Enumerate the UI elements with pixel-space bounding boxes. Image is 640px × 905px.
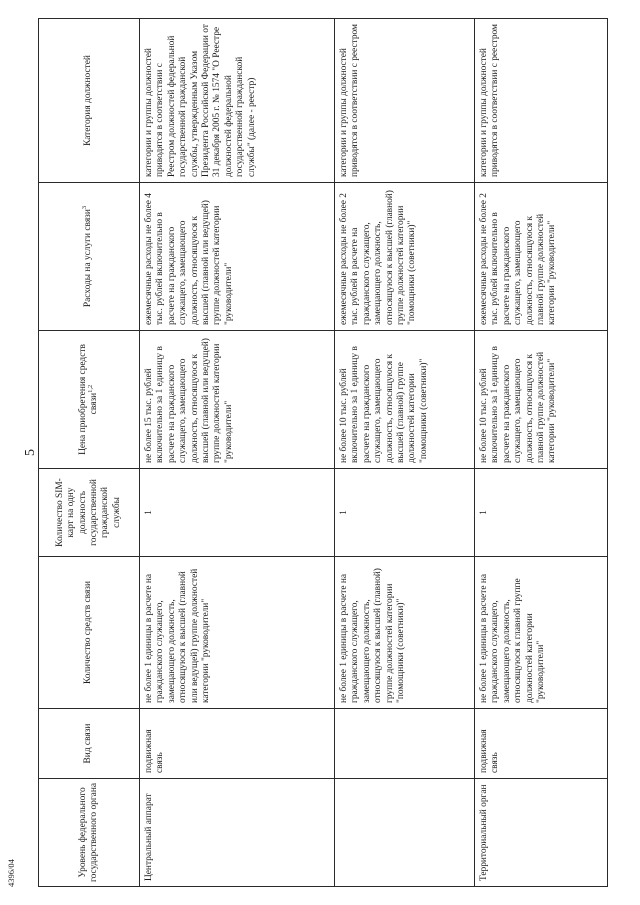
table-row (335, 19, 475, 887)
header-type: Вид связи (39, 709, 140, 779)
cell-sim: 1 (140, 469, 335, 557)
cell-level: Центральный аппарат (140, 779, 335, 887)
cell-services: ежемесячные расходы не более 2 тыс. рублей в расчете на гражданского служащего, замещающего должность, относящуюся к высшей (главной) группе должностей категории "помощники (советники)" (335, 183, 475, 331)
page-number: 5 (23, 449, 38, 456)
cell-services: ежемесячные расходы не более 2 тыс. рублей включительно в расчете на гражданского служащего, замещающего должность, относящуюся к главной группе должностей категории "руководители" (475, 183, 608, 331)
header-price-footnote: 1,2 (86, 384, 94, 393)
cell-type (335, 709, 475, 779)
cell-sim: 1 (335, 469, 475, 557)
cell-type: подвижная связь (140, 709, 335, 779)
cell-level: Территориальный орган (475, 779, 608, 887)
header-price-text: Цена приобретения средств связи (77, 344, 99, 455)
cell-devices: не более 1 единицы в расчете на гражданского служащего, замещающего должность, относящуюся к высшей (главной) группе должностей категории "помощники (советники)" (335, 557, 475, 709)
cell-price: не более 15 тыс. рублей включительно за 1 единицу в расчете на гражданского служащего, замещающего должность, относящуюся к высшей (главной или ведущей) группе должностей категории "руководители" (140, 331, 335, 469)
header-category: Категория должностей (39, 19, 140, 183)
cell-devices: не более 1 единицы в расчете на гражданского служащего, замещающего должность, относящуюся к главной группе должностей категории "руководители" (475, 557, 608, 709)
table-row (140, 19, 335, 887)
header-sim: Количество SIM-карт на одну должность государственной гражданской службы (39, 469, 140, 557)
cell-services: ежемесячные расходы не более 4 тыс. рублей включительно в расчете на гражданского служащего, замещающего должность, относящуюся к высшей (главной или ведущей) группе должностей категории "руководители" (140, 183, 335, 331)
cell-sim: 1 (475, 469, 608, 557)
header-services (39, 183, 140, 331)
cell-level (335, 779, 475, 887)
header-services-text: Расходы на услуги связи (83, 209, 94, 308)
cell-devices: не более 1 единицы в расчете на гражданского служащего, замещающего должность, относящуюся к высшей (главной или ведущей) группе должностей категории "руководители" (140, 557, 335, 709)
cell-category: категории и группы должностей приводятся в соответствии с Реестром должностей федеральной государственной гражданской службы, утвержденным Указом Президента Российской Федерации от 31 декабря 2005 г. № 1574 "О Реестре должностей федеральной государственной гражданской службы" (далее - реестр) (140, 19, 335, 183)
cell-price: не более 10 тыс. рублей включительно за 1 единицу в расчете на гражданского служащего, замещающего должность, относящуюся к высшей (главной) группе должностей категории "помощники (советники)" (335, 331, 475, 469)
table-header-row (39, 19, 140, 887)
communication-norms-table (38, 18, 608, 887)
header-services-footnote: 3 (81, 205, 89, 210)
cell-type: подвижная связь (475, 709, 608, 779)
cell-price: не более 10 тыс. рублей включительно за 1 единицу в расчете на гражданского служащего, замещающего должность, относящуюся к главной группе должностей категории "руководители" (475, 331, 608, 469)
document-code: 4396/04 (6, 859, 16, 887)
table-row (475, 19, 608, 887)
header-devices: Количество средств связи (39, 557, 140, 709)
header-level: Уровень федерального государственного органа (39, 779, 140, 887)
header-price (39, 331, 140, 469)
cell-category: категории и группы должностей приводятся в соответствии с реестром (335, 19, 475, 183)
cell-category: категории и группы должностей приводятся в соответствии с реестром (475, 19, 608, 183)
